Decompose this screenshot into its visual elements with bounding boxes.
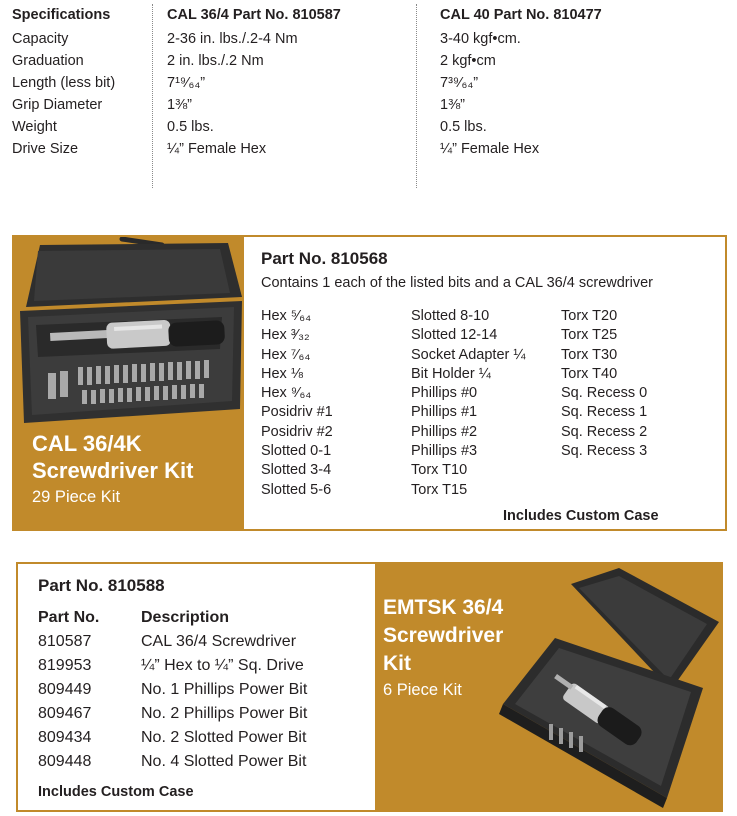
description-cell: No. 2 Phillips Power Bit bbox=[141, 705, 308, 722]
bit-item: Phillips #3 bbox=[411, 443, 478, 460]
description-cell: No. 2 Slotted Power Bit bbox=[141, 729, 307, 746]
spec-model-a-column bbox=[167, 6, 341, 160]
description-cell: CAL 36/4 Screwdriver bbox=[141, 633, 297, 650]
spec-model-b-column bbox=[440, 6, 602, 160]
bit-list-column bbox=[261, 307, 333, 500]
description-cell: No. 4 Slotted Power Bit bbox=[141, 753, 307, 770]
bit-item: Sq. Recess 3 bbox=[561, 443, 648, 460]
bit-item: Posidriv #2 bbox=[261, 423, 333, 440]
kit-photo-panel bbox=[375, 564, 721, 810]
spec-label: Weight bbox=[12, 119, 57, 135]
kit-photo-panel bbox=[14, 237, 244, 529]
spec-value: 2 in. lbs./.2 Nm bbox=[167, 53, 264, 69]
bit-item: Slotted 5-6 bbox=[261, 481, 332, 498]
cal-36-4k-kit-card bbox=[12, 235, 727, 531]
spec-value: 2 kgf•cm bbox=[440, 53, 496, 69]
spec-value: 7³⁹⁄₆₄” bbox=[440, 75, 479, 91]
bit-list-column bbox=[411, 307, 525, 500]
bit-item: Slotted 0-1 bbox=[261, 443, 332, 460]
bit-item: Phillips #1 bbox=[411, 404, 478, 421]
emtsk-36-4-kit-card bbox=[16, 562, 723, 812]
bit-item: Slotted 3-4 bbox=[261, 462, 332, 479]
spec-label: Grip Diameter bbox=[12, 97, 103, 113]
column-header-part-no: Part No. bbox=[38, 609, 100, 626]
kit-title bbox=[32, 430, 193, 484]
spec-label: Graduation bbox=[12, 53, 84, 69]
bit-item: Phillips #0 bbox=[411, 385, 478, 402]
spec-labels-column bbox=[12, 6, 115, 160]
part-number-cell: 810587 bbox=[38, 633, 92, 650]
tool-case-image bbox=[14, 237, 244, 437]
kit-title-line: EMTSK 36/4 bbox=[383, 596, 504, 619]
kit-piece-count: 6 Piece Kit bbox=[383, 681, 462, 699]
kit-part-number: Part No. 810568 bbox=[261, 249, 388, 268]
bit-item: Sq. Recess 0 bbox=[561, 385, 648, 402]
bit-item: Hex ³⁄₃₂ bbox=[261, 327, 310, 344]
part-number-cell: 809449 bbox=[38, 681, 92, 698]
bit-item: Hex ⁷⁄₆₄ bbox=[261, 346, 311, 363]
part-number-cell: 809467 bbox=[38, 705, 92, 722]
custom-case-note: Includes Custom Case bbox=[503, 508, 659, 524]
spec-value: 7¹⁹⁄₆₄” bbox=[167, 75, 206, 91]
bit-item: Phillips #2 bbox=[411, 423, 478, 440]
column-header-description: Description bbox=[141, 609, 230, 626]
column-divider bbox=[416, 4, 417, 188]
kit-title-line: CAL 36/4K bbox=[32, 431, 142, 456]
kit-title-line: Screwdriver Kit bbox=[32, 458, 194, 483]
bit-item: Sq. Recess 2 bbox=[561, 423, 648, 440]
tool-case-image bbox=[375, 564, 721, 810]
part-number-cell: 819953 bbox=[38, 657, 92, 674]
specifications-table bbox=[0, 0, 737, 195]
part-number-cell: 809434 bbox=[38, 729, 92, 746]
bit-item: Socket Adapter ¼ bbox=[411, 346, 526, 363]
bit-item: Hex ⁵⁄₆₄ bbox=[261, 308, 312, 324]
spec-value: 1⅜” bbox=[440, 97, 465, 113]
spec-model-a-header: CAL 36/4 Part No. 810587 bbox=[167, 7, 341, 23]
bit-item: Slotted 12-14 bbox=[411, 327, 498, 344]
spec-value: 0.5 lbs. bbox=[440, 119, 487, 135]
bit-item: Hex ⅛ bbox=[261, 365, 303, 382]
spec-value: 1⅜” bbox=[167, 97, 192, 113]
spec-label: Capacity bbox=[12, 31, 69, 47]
bit-item: Bit Holder ¼ bbox=[411, 365, 491, 382]
description-cell: No. 1 Phillips Power Bit bbox=[141, 681, 308, 698]
bit-item: Torx T20 bbox=[561, 308, 618, 324]
bit-item: Slotted 8-10 bbox=[411, 308, 490, 324]
spec-value: 3-40 kgf•cm. bbox=[440, 31, 521, 47]
bit-item: Torx T25 bbox=[561, 327, 618, 344]
bit-item: Posidriv #1 bbox=[261, 404, 333, 421]
bit-list-column bbox=[561, 307, 647, 461]
kit-title-line: Kit bbox=[383, 652, 411, 675]
spec-label: Length (less bit) bbox=[12, 75, 116, 91]
spec-label: Drive Size bbox=[12, 141, 79, 157]
spec-value: ¼” Female Hex bbox=[440, 141, 540, 157]
bit-item: Hex ⁹⁄₆₄ bbox=[261, 385, 312, 402]
bit-item: Torx T30 bbox=[561, 346, 618, 363]
spec-labels-header: Specifications bbox=[12, 7, 111, 23]
custom-case-note: Includes Custom Case bbox=[38, 784, 194, 800]
spec-value: ¼” Female Hex bbox=[167, 141, 267, 157]
spec-value: 0.5 lbs. bbox=[167, 119, 214, 135]
kit-title-line: Screwdriver bbox=[383, 624, 504, 647]
kit-part-number: Part No. 810588 bbox=[38, 576, 165, 595]
column-divider bbox=[152, 4, 153, 188]
bit-item: Torx T10 bbox=[411, 462, 468, 479]
part-number-cell: 809448 bbox=[38, 753, 92, 770]
description-cell: ¼” Hex to ¼” Sq. Drive bbox=[141, 657, 304, 674]
bit-item: Torx T40 bbox=[561, 365, 618, 382]
spec-value: 2-36 in. lbs./.2-4 Nm bbox=[167, 31, 298, 47]
bit-item: Torx T15 bbox=[411, 481, 468, 498]
bit-item: Sq. Recess 1 bbox=[561, 404, 648, 421]
kit-piece-count: 29 Piece Kit bbox=[32, 488, 121, 506]
kit-description: Contains 1 each of the listed bits and a CAL 36/4 screwdriver bbox=[261, 275, 653, 291]
spec-model-b-header: CAL 40 Part No. 810477 bbox=[440, 7, 602, 23]
